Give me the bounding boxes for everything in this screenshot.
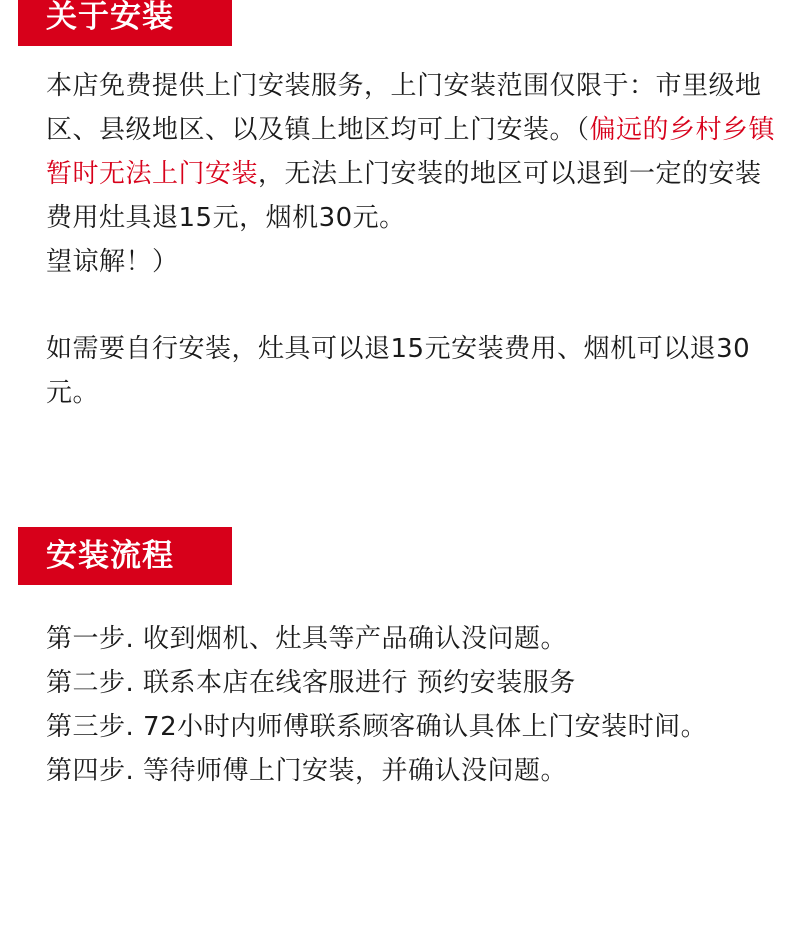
apology-text: 望谅解！） — [46, 247, 179, 277]
install-service-paragraph — [46, 64, 776, 284]
install-steps-list — [46, 617, 776, 793]
self-install-text: 如需要自行安装，灶具可以退15元安装费用、烟机可以退30元。 — [46, 334, 751, 408]
process-section-header — [18, 527, 232, 585]
about-section-title: 关于安装 — [46, 0, 174, 35]
step-1: 第一步. 收到烟机、灶具等产品确认没问题。 — [46, 624, 568, 654]
remote-area-notice: 偏远的乡村乡镇暂时无法上门安装 — [46, 115, 776, 189]
step-3: 第三步. 72小时内师傅联系顾客确认具体上门安装时间。 — [46, 712, 708, 742]
step-2: 第二步. 联系本店在线客服进行 预约安装服务 — [46, 668, 576, 698]
about-section-header — [18, 0, 232, 46]
self-install-paragraph — [46, 327, 776, 415]
refund-text: ，无法上门安装的地区可以退到一定的安装费用灶具退15元，烟机30元。 — [46, 159, 762, 233]
process-section-title: 安装流程 — [46, 538, 174, 574]
service-scope-text: 本店免费提供上门安装服务，上门安装范围仅限于：市里级地区、县级地区、以及镇上地区均可上门安装。（ — [46, 71, 762, 145]
step-4: 第四步. 等待师傅上门安装，并确认没问题。 — [46, 756, 568, 786]
